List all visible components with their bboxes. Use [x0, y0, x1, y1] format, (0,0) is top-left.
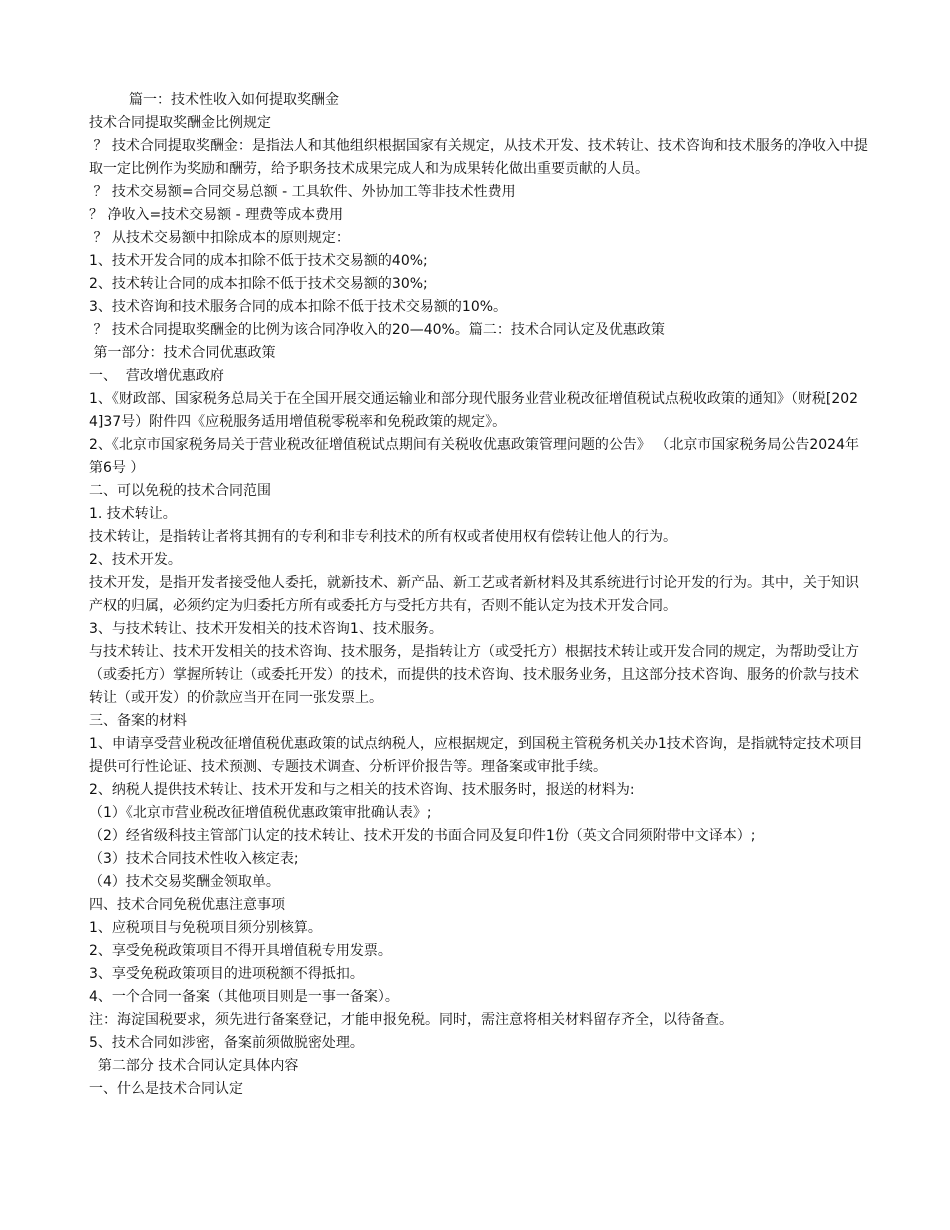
paragraph: （1）《北京市营业税改征增值税优惠政策审批确认表》; — [89, 805, 432, 821]
paragraph: ？ 技术合同提取奖酬金的比例为该合同净收入的20—40%。篇二：技术合同认定及优惠政策 — [89, 322, 665, 338]
section-heading: 第二部分 技术合同认定具体内容 — [89, 1058, 299, 1074]
paragraph: 1、申请享受营业税改征增值税优惠政策的试点纳税人，应根据规定，到国税主管税务机关办1技术咨询，是指就特定技术项目提供可行性论证、技术预测、专题技术调查、分析评价报告等。理备案或审批手续。 — [89, 736, 863, 775]
paragraph: 3、与技术转让、技术开发相关的技术咨询1、技术服务。 — [89, 621, 443, 637]
paragraph: 2、技术转让合同的成本扣除不低于技术交易额的30%; — [89, 276, 428, 292]
section-heading: 一、什么是技术合同认定 — [89, 1081, 243, 1097]
paragraph: 3、享受免税政策项目的进项税额不得抵扣。 — [89, 966, 364, 982]
document-title: 篇一：技术性收入如何提取奖酬金 — [129, 92, 339, 108]
paragraph: ？ 技术交易额=合同交易总额 - 工具软件、外协加工等非技术性费用 — [89, 184, 516, 200]
paragraph: 技术合同提取奖酬金比例规定 — [89, 115, 271, 131]
paragraph: ？ 从技术交易额中扣除成本的原则规定： — [89, 230, 350, 246]
paragraph: 4、一个合同一备案（其他项目则是一事一备案）。 — [89, 989, 399, 1005]
paragraph: （3）技术合同技术性收入核定表; — [89, 851, 299, 867]
paragraph: 2、技术开发。 — [89, 552, 182, 568]
paragraph: 1、技术开发合同的成本扣除不低于技术交易额的40%; — [89, 253, 428, 269]
paragraph: 1. 技术转让。 — [89, 506, 177, 522]
section-heading: 一、 营改增优惠政府 — [89, 368, 224, 384]
paragraph: 1、应税项目与免税项目须分别核算。 — [89, 920, 322, 936]
section-heading: 三、备案的材料 — [89, 713, 187, 729]
paragraph: 技术转让，是指转让者将其拥有的专利和非专利技术的所有权或者使用权有偿转让他人的行为。 — [89, 529, 677, 545]
paragraph: （4）技术交易奖酬金领取单。 — [89, 874, 280, 890]
paragraph: 2、享受免税政策项目不得开具增值税专用发票。 — [89, 943, 392, 959]
document-body — [89, 89, 869, 1101]
paragraph: ？ 净收入=技术交易额 - 理费等成本费用 — [89, 207, 344, 223]
paragraph: 3、技术咨询和技术服务合同的成本扣除不低于技术交易额的10%。 — [89, 299, 508, 315]
section-heading: 二、可以免税的技术合同范围 — [89, 483, 271, 499]
paragraph: 5、技术合同如涉密，备案前须做脱密处理。 — [89, 1035, 364, 1051]
paragraph: 2、纳税人提供技术转让、技术开发和与之相关的技术咨询、技术服务时，报送的材料为: — [89, 782, 635, 798]
paragraph: 技术开发，是指开发者接受他人委托，就新技术、新产品、新工艺或者新材料及其系统进行讨论开发的行为。其中，关于知识产权的归属，必须约定为归委托方所有或委托方与受托方共有，否则不能认定为技术开发合同。 — [89, 575, 859, 614]
section-heading: 第一部分：技术合同优惠政策 — [89, 345, 276, 361]
paragraph: 与技术转让、技术开发相关的技术咨询、技术服务，是指转让方（或受托方）根据技术转让或开发合同的规定，为帮助受让方（或委托方）掌握所转让（或委托开发）的技术，而提供的技术咨询、技术服务业务，且这部分技术咨询、服务的价款与技术转让（或开发）的价款应当开在同一张发票上。 — [89, 644, 859, 706]
paragraph: 注：海淀国税要求，须先进行备案登记，才能申报免税。同时，需注意将相关材料留存齐全，以待备查。 — [89, 1012, 733, 1028]
paragraph: （2）经省级科技主管部门认定的技术转让、技术开发的书面合同及复印件1份（英文合同须附带中文译本）; — [89, 828, 756, 844]
section-heading: 四、技术合同免税优惠注意事项 — [89, 897, 285, 913]
paragraph: ？ 技术合同提取奖酬金：是指法人和其他组织根据国家有关规定，从技术开发、技术转让、技术咨询和技术服务的净收入中提取一定比例作为奖励和酬劳，给予职务技术成果完成人和为成果转化做出重要贡献的人员。 — [89, 138, 868, 177]
paragraph: 2、《北京市国家税务局关于营业税改征增值税试点期间有关税收优惠政策管理问题的公告》 （北京市国家税务局公告2024年第6号 ） — [89, 437, 859, 476]
paragraph: 1、《财政部、国家税务总局关于在全国开展交通运输业和部分现代服务业营业税改征增值税试点税收政策的通知》（财税[2024]37号）附件四《应税服务适用增值税零税率和免税政策的规定》。 — [89, 391, 859, 430]
